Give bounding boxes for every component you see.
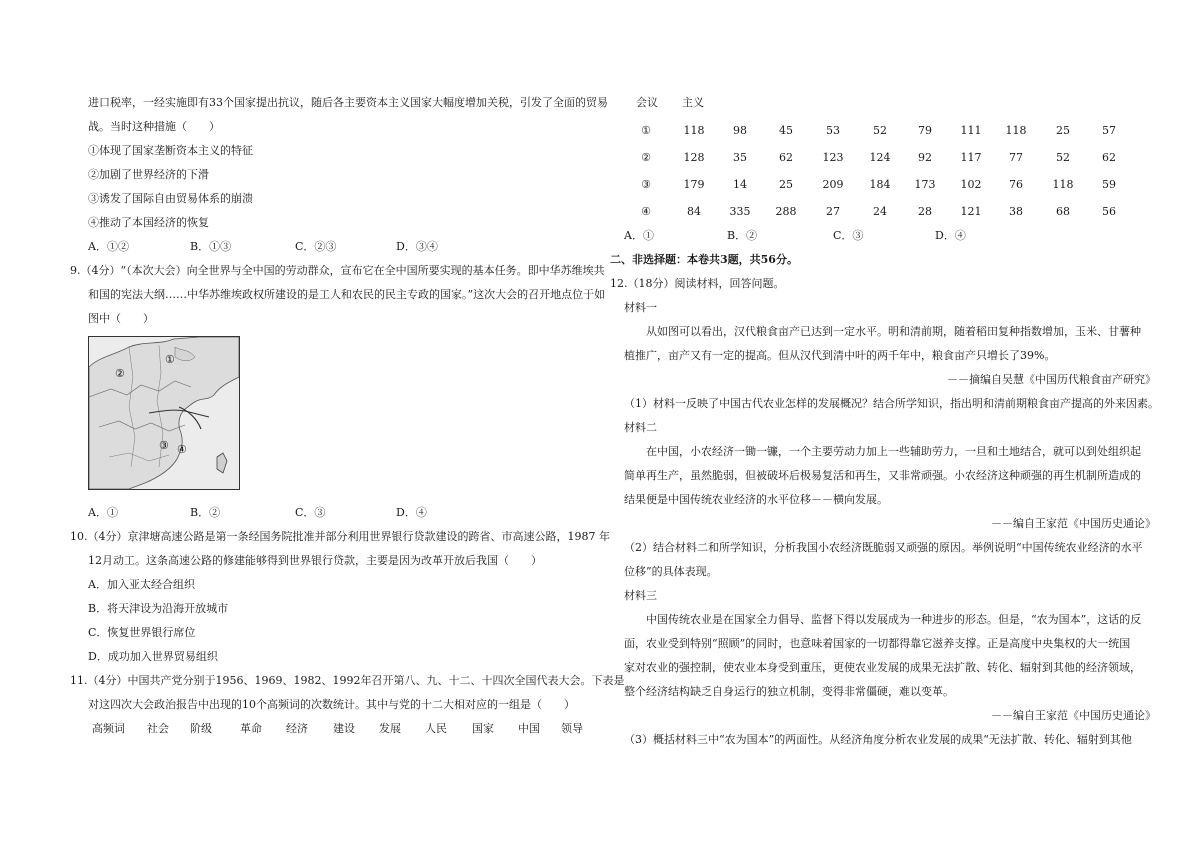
q11-line-2: 对这四次大会政治报告中出现的10个高频词的次数统计。其中与党的十二大相对应的一组是（ ）: [88, 698, 575, 711]
table-row-label: ③: [641, 178, 651, 191]
table-cell: 123: [822, 151, 844, 164]
material-3-line-3: 家对农业的强控制，使农业本身受到重压，更使农业发展的成果无法扩散、转化、辐射到其他的经济领域，: [624, 661, 1141, 674]
q10-line-1: 10.（4分）京津塘高速公路是第一条经国务院批准并部分利用世界银行贷款建设的跨省、市高速公路，1987 年: [70, 530, 610, 543]
table-cell: 102: [960, 178, 982, 191]
table-cell: 62: [1102, 151, 1116, 164]
table-row-label: ①: [641, 124, 651, 137]
material-3-source: －－编自王家范《中国历史通论》: [991, 709, 1156, 722]
material-3-title: 材料三: [624, 589, 657, 602]
q9-option-b: B．②: [190, 506, 221, 519]
q8-item-1: ①体现了国家垄断资本主义的特征: [88, 144, 253, 157]
q10-option-a: A．加入亚太经合组织: [88, 578, 195, 591]
table-cell: 38: [1009, 205, 1023, 218]
q8-option-b: B．①③: [190, 240, 232, 253]
table-header-cell: 发展: [379, 722, 401, 735]
material-1-line-2: 植推广，亩产又有一定的提高。但从汉代到清中叶的两千年中，粮食亩产只增长了39%。: [624, 349, 1056, 362]
q8-option-c: C．②③: [295, 240, 337, 253]
q12-part-2-line-2: 位移”的具体表现。: [624, 565, 718, 578]
map-label-4: ④: [177, 443, 187, 456]
table-cell: 118: [1052, 178, 1074, 191]
table-cell: 118: [683, 124, 705, 137]
q8-item-4: ④推动了本国经济的恢复: [88, 216, 209, 229]
section-2-heading: 二、非选择题：本卷共3题，共56分。: [610, 253, 798, 266]
q8-item-2: ②加剧了世界经济的下滑: [88, 168, 209, 181]
table-header-cell: 阶级: [190, 722, 212, 735]
table-cell: 59: [1102, 178, 1116, 191]
table-header-cell: 经济: [286, 722, 308, 735]
table-cell: 128: [683, 151, 705, 164]
table-cell: 98: [733, 124, 747, 137]
material-2-title: 材料二: [624, 421, 657, 434]
q9-line-3: 图中（ ）: [88, 312, 154, 325]
table-cell: 335: [729, 205, 751, 218]
table-cell: 77: [1009, 151, 1023, 164]
table-header-cell: 会议: [636, 96, 658, 109]
material-1-line-1: 从如图可以看出，汉代粮食亩产已达到一定水平。明和清前期，随着稻田复种指数增加，玉米、甘薯种: [646, 325, 1141, 338]
q12-part-3: （3）概括材料三中“农为国本”的两面性。从经济角度分析农业发展的成果“无法扩散、转化、辐射到其他: [624, 733, 1132, 746]
q8-line-2: 战。当时这种措施（ ）: [88, 120, 220, 133]
table-cell: 27: [826, 205, 840, 218]
china-map-image: [88, 336, 240, 490]
table-cell: 92: [918, 151, 932, 164]
q11-option-d: D．④: [935, 229, 966, 242]
table-cell: 84: [687, 205, 701, 218]
material-2-line-1: 在中国，小农经济一锄一镰，一个主要劳动力加上一些辅助劳力，一旦和土地结合，就可以到处组织起: [646, 445, 1141, 458]
table-header-cell: 国家: [472, 722, 494, 735]
table-row-label: ④: [641, 205, 651, 218]
table-cell: 124: [869, 151, 891, 164]
table-header-cell: 社会: [147, 722, 169, 735]
table-cell: 25: [1056, 124, 1070, 137]
material-3-line-2: 面，农业受到特别“照顾”的同时，也意味着国家的一切都得靠它滋养支撑。正是高度中央集权的大一统国: [624, 637, 1131, 650]
table-cell: 76: [1009, 178, 1023, 191]
q9-line-1: 9.（4分）“（本次大会）向全世界与全中国的劳动群众，宣布它在全中国所要实现的基本任务。即中华苏维埃共: [70, 264, 605, 277]
table-row-label: ②: [641, 151, 651, 164]
q10-option-c: C．恢复世界银行席位: [88, 626, 196, 639]
material-1-title: 材料一: [624, 301, 657, 314]
material-2-source: －－编自王家范《中国历史通论》: [991, 517, 1156, 530]
table-cell: 35: [733, 151, 747, 164]
q12-part-2-line-1: （2）结合材料二和所学知识，分析我国小农经济既脆弱又顽强的原因。举例说明“中国传统农业经济的水平: [624, 541, 1143, 554]
material-1-source: －－摘编自吴慧《中国历代粮食亩产研究》: [947, 373, 1156, 386]
map-label-3: ③: [159, 439, 169, 452]
q9-option-c: C．③: [295, 506, 326, 519]
table-cell: 209: [822, 178, 844, 191]
table-header-cell: 人民: [425, 722, 447, 735]
q11-option-a: A．①: [624, 229, 654, 242]
table-cell: 179: [683, 178, 705, 191]
table-header-cell: 中国: [518, 722, 540, 735]
q10-option-d: D．成功加入世界贸易组织: [88, 650, 218, 663]
table-cell: 62: [779, 151, 793, 164]
q8-item-3: ③诱发了国际自由贸易体系的崩溃: [88, 192, 253, 205]
q12-part-1: （1）材料一反映了中国古代农业怎样的发展概况？结合所学知识，指出明和清前期粮食亩产提高的外来因素。: [624, 397, 1159, 410]
table-cell: 52: [1056, 151, 1070, 164]
q10-option-b: B．将天津设为沿海开放城市: [88, 602, 229, 615]
q9-option-a: A．①: [88, 506, 118, 519]
material-3-line-1: 中国传统农业是在国家全力倡导、监督下得以发展成为一种进步的形态。但是，“农为国本”，这话的反: [646, 613, 1142, 626]
material-2-line-2: 简单再生产，虽然脆弱，但被破坏后极易复活和再生，又非常顽强。小农经济这种顽强的再生机制所造成的: [624, 469, 1141, 482]
table-cell: 25: [779, 178, 793, 191]
q12-title: 12.（18分）阅读材料，回答问题。: [610, 277, 785, 290]
table-cell: 111: [960, 124, 982, 137]
q11-option-c: C．③: [833, 229, 864, 242]
table-cell: 79: [918, 124, 932, 137]
map-label-1: ①: [165, 353, 175, 366]
material-2-line-3: 结果便是中国传统农业经济的水平位移－－横向发展。: [624, 493, 888, 506]
table-cell: 28: [918, 205, 932, 218]
table-cell: 57: [1102, 124, 1116, 137]
q9-option-d: D．④: [396, 506, 427, 519]
table-cell: 121: [960, 205, 982, 218]
table-cell: 184: [869, 178, 891, 191]
q8-line-1: 进口税率，一经实施即有33个国家提出抗议，随后各主要资本主义国家大幅度增加关税，引发了全面的贸易: [88, 96, 608, 109]
table-cell: 288: [775, 205, 797, 218]
table-cell: 56: [1102, 205, 1116, 218]
table-header-cell: 高频词: [92, 722, 125, 735]
table-cell: 14: [733, 178, 747, 191]
table-header-cell: 建设: [333, 722, 355, 735]
q10-line-2: 12月动工。这条高速公路的修建能够得到世界银行贷款，主要是因为改革开放后我国（ ）: [88, 554, 542, 567]
table-header-cell: 领导: [561, 722, 583, 735]
table-cell: 45: [779, 124, 793, 137]
material-3-line-4: 整个经济结构缺乏自身运行的独立机制，变得非常僵硬，难以变革。: [624, 685, 954, 698]
q11-option-b: B．②: [727, 229, 758, 242]
map-label-2: ②: [115, 367, 125, 380]
table-cell: 53: [826, 124, 840, 137]
q8-option-a: A．①②: [88, 240, 129, 253]
table-header-cell: 革命: [240, 722, 262, 735]
table-cell: 24: [873, 205, 887, 218]
table-header-cell: 主义: [682, 96, 704, 109]
q11-line-1: 11.（4分）中国共产党分别于1956、1969、1982、1992年召开第八、九、十二、十四次全国代表大会。下表是: [70, 674, 625, 687]
table-cell: 173: [914, 178, 936, 191]
table-cell: 68: [1056, 205, 1070, 218]
table-cell: 52: [873, 124, 887, 137]
table-cell: 118: [1005, 124, 1027, 137]
table-cell: 117: [960, 151, 982, 164]
q8-option-d: D．③④: [396, 240, 438, 253]
q9-line-2: 和国的宪法大纲……中华苏维埃政权所建设的是工人和农民的民主专政的国家。”这次大会的召开地点位于如: [88, 288, 606, 301]
